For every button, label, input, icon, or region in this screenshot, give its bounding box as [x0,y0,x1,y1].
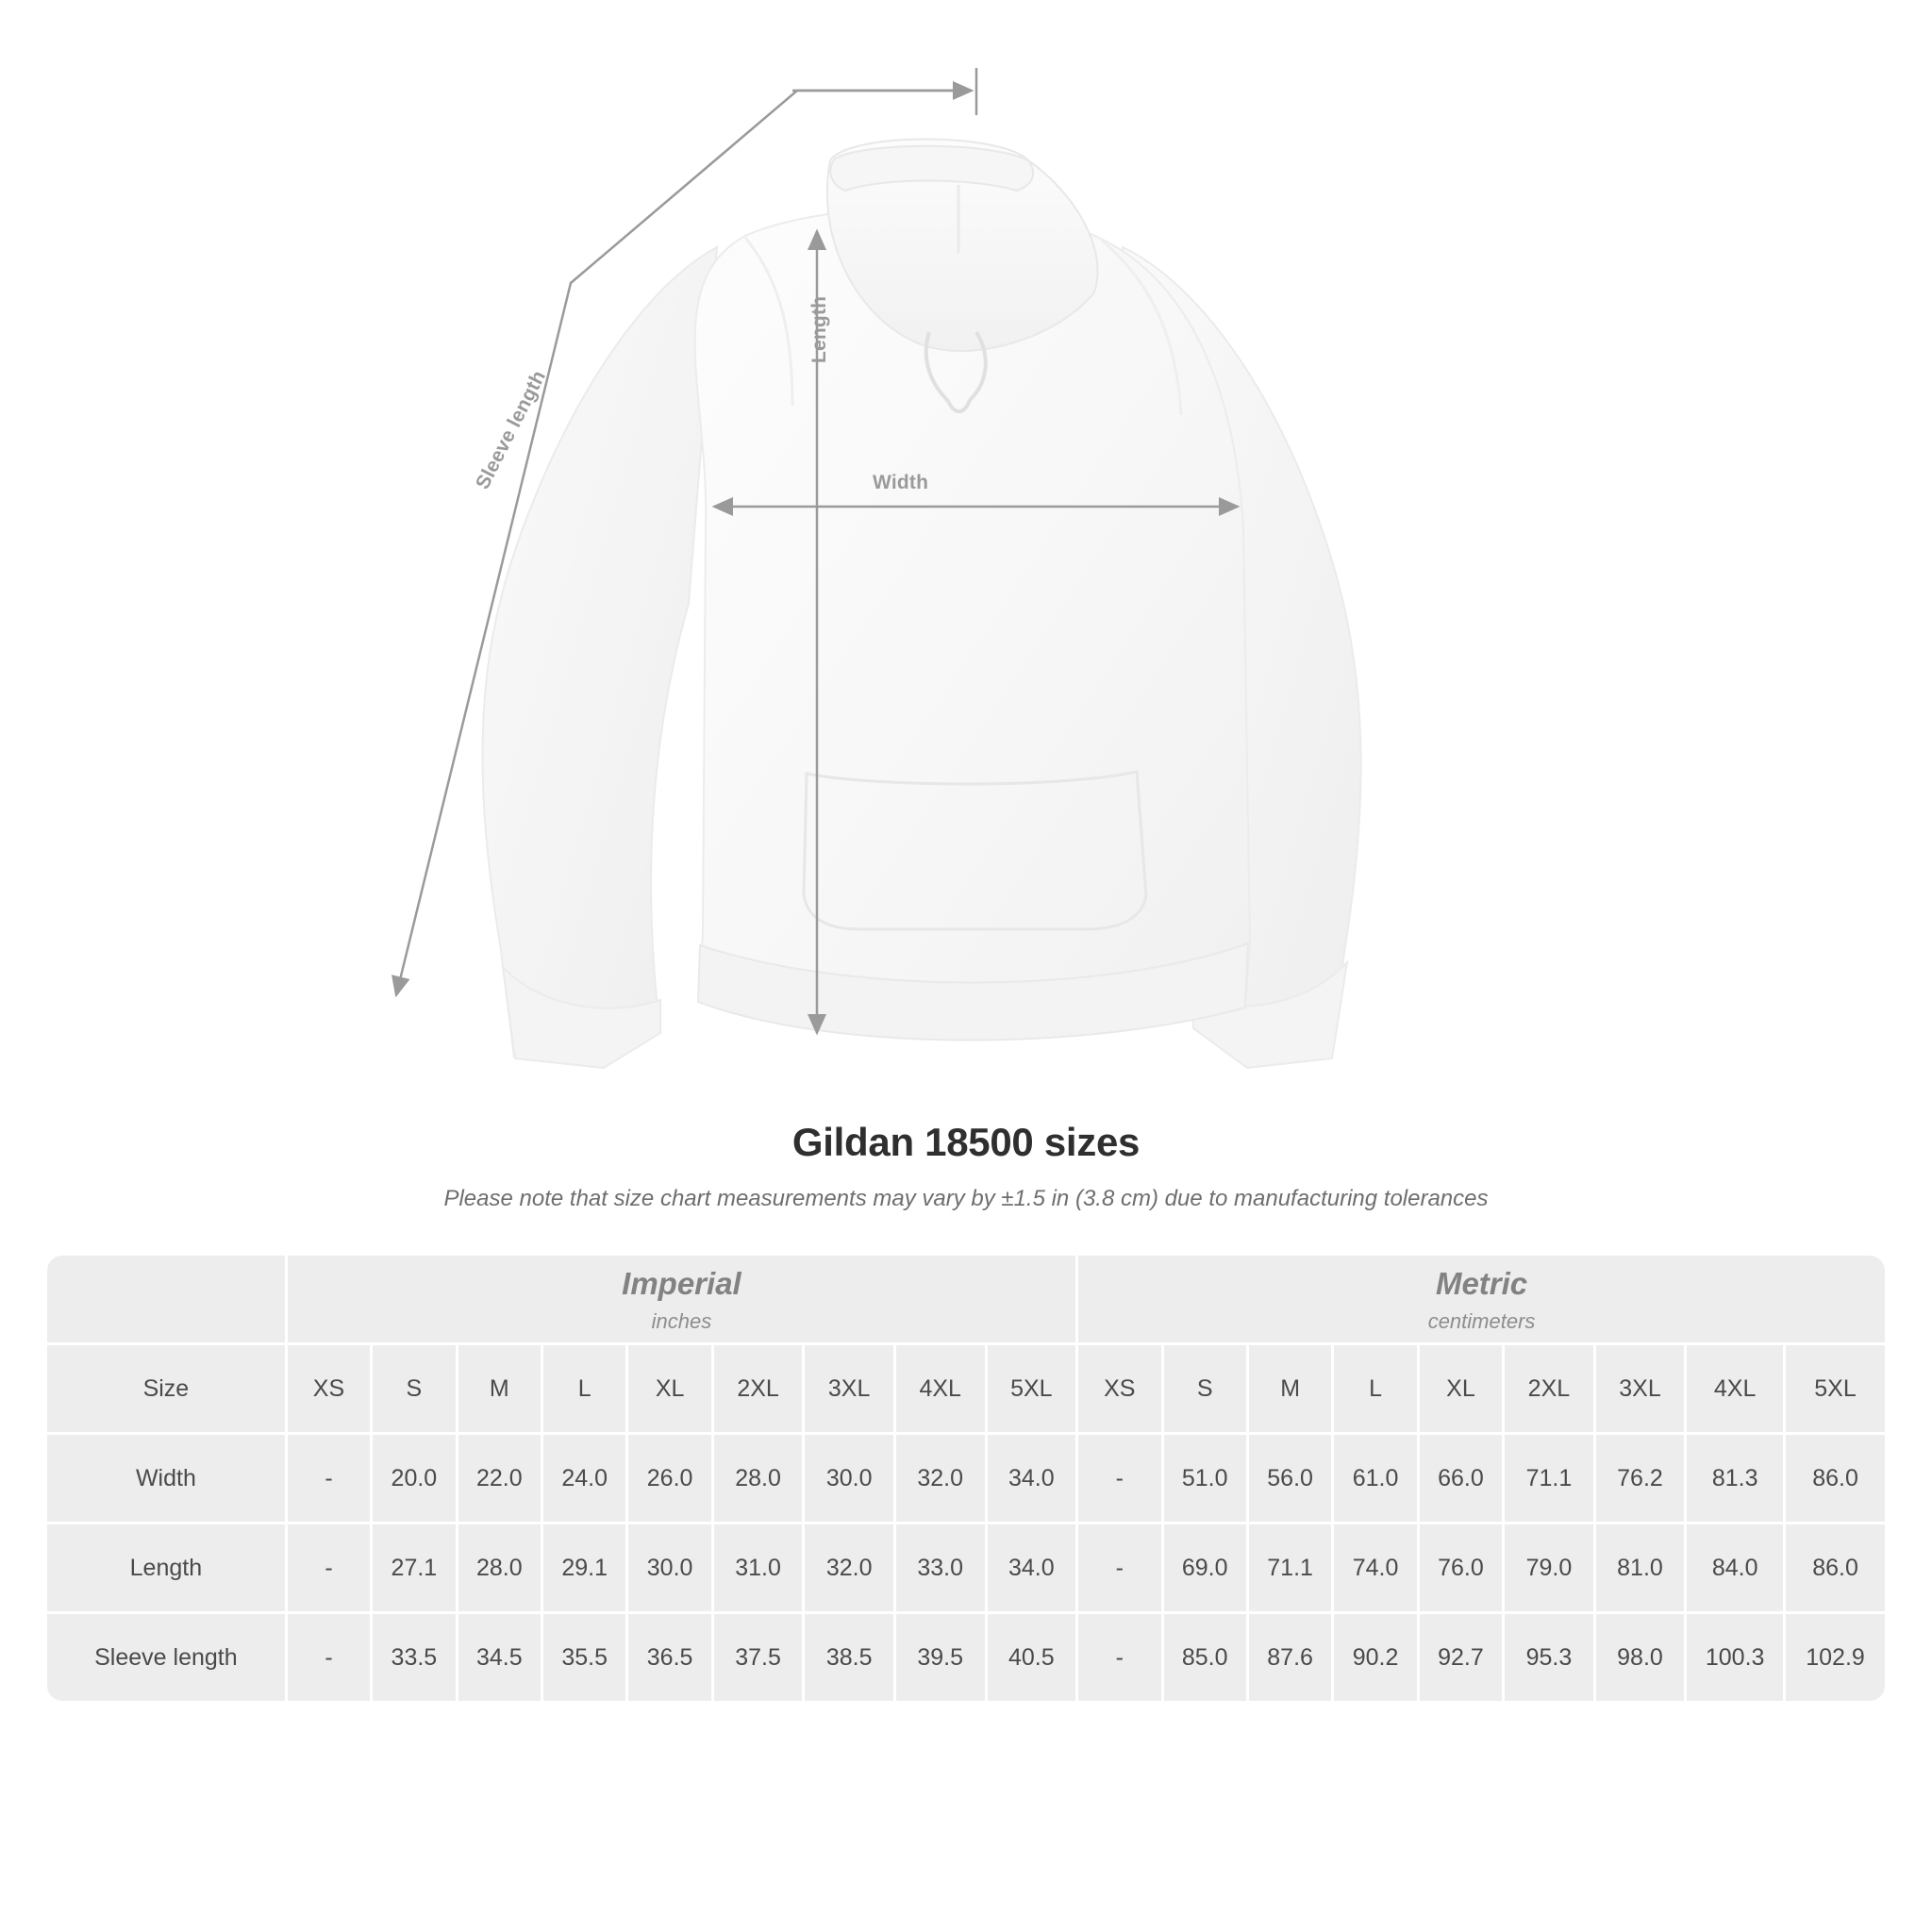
header-metric-5xl: 5XL [1786,1345,1885,1435]
unit-imperial-name: Imperial [622,1266,741,1302]
header-size: Size [47,1345,288,1435]
cell-width-metric-3xl: 76.2 [1596,1435,1688,1524]
cell-width-imperial-xs: - [288,1435,373,1524]
cell-sleeve-imperial-m: 34.5 [458,1614,543,1701]
size-table [47,1256,1885,1701]
cell-width-metric-m: 56.0 [1249,1435,1334,1524]
table-row [47,1524,1885,1614]
hoodie-graphic [482,140,1360,1069]
cell-length-imperial-l: 29.1 [543,1524,628,1614]
cell-sleeve-metric-xl: 92.7 [1420,1614,1505,1701]
header-imperial-2xl: 2XL [714,1345,806,1435]
page-title: Gildan 18500 sizes [791,1120,1141,1164]
unit-imperial [288,1256,1078,1345]
table-row [47,1435,1885,1524]
cell-sleeve-metric-5xl: 102.9 [1786,1614,1885,1701]
cell-width-metric-xl: 66.0 [1420,1435,1505,1524]
cell-sleeve-imperial-xs: - [288,1614,373,1701]
cell-width-metric-2xl: 71.1 [1505,1435,1596,1524]
page-subtitle: Please note that size chart measurements may vary by ±1.5 in (3.8 cm) due to manufacturing tolerances [443,1186,1489,1211]
cell-length-metric-m: 71.1 [1249,1524,1334,1614]
header-imperial-xs: XS [288,1345,373,1435]
label-width: Width [873,472,929,493]
cell-length-metric-xs: - [1078,1524,1163,1614]
label-sleeve-length: Sleeve length [472,367,551,493]
header-imperial-5xl: 5XL [988,1345,1079,1435]
cell-sleeve-imperial-5xl: 40.5 [988,1614,1079,1701]
cell-width-imperial-5xl: 34.0 [988,1435,1079,1524]
cell-sleeve-metric-xs: - [1078,1614,1163,1701]
header-imperial-l: L [543,1345,628,1435]
cell-sleeve-metric-4xl: 100.3 [1687,1614,1786,1701]
cell-length-imperial-4xl: 33.0 [896,1524,988,1614]
cell-width-imperial-4xl: 32.0 [896,1435,988,1524]
unit-metric-sub: centimeters [1427,1308,1536,1333]
cell-length-metric-5xl: 86.0 [1786,1524,1885,1614]
table-row [47,1614,1885,1701]
row-label-length: Length [47,1524,288,1614]
cell-width-imperial-s: 20.0 [373,1435,458,1524]
row-label-width: Width [47,1435,288,1524]
header-imperial-xl: XL [628,1345,713,1435]
cell-sleeve-metric-s: 85.0 [1164,1614,1249,1701]
cell-length-metric-l: 74.0 [1334,1524,1419,1614]
label-length: Length [808,295,830,363]
header-imperial-m: M [458,1345,543,1435]
header-metric-3xl: 3XL [1596,1345,1688,1435]
header-imperial-4xl: 4XL [896,1345,988,1435]
cell-length-metric-s: 69.0 [1164,1524,1249,1614]
unit-metric [1078,1256,1885,1345]
header-metric-l: L [1334,1345,1419,1435]
header-imperial-s: S [373,1345,458,1435]
cell-width-metric-l: 61.0 [1334,1435,1419,1524]
cell-sleeve-imperial-3xl: 38.5 [805,1614,896,1701]
cell-sleeve-metric-m: 87.6 [1249,1614,1334,1701]
cell-length-imperial-m: 28.0 [458,1524,543,1614]
cell-width-metric-4xl: 81.3 [1687,1435,1786,1524]
cell-sleeve-imperial-2xl: 37.5 [714,1614,806,1701]
cell-width-imperial-m: 22.0 [458,1435,543,1524]
cell-length-imperial-3xl: 32.0 [805,1524,896,1614]
header-metric-4xl: 4XL [1687,1345,1786,1435]
cell-sleeve-metric-3xl: 98.0 [1596,1614,1688,1701]
cell-length-metric-3xl: 81.0 [1596,1524,1688,1614]
cell-width-imperial-2xl: 28.0 [714,1435,806,1524]
cell-length-imperial-2xl: 31.0 [714,1524,806,1614]
unit-metric-name: Metric [1435,1266,1528,1302]
cell-length-metric-2xl: 79.0 [1505,1524,1596,1614]
cell-length-metric-4xl: 84.0 [1687,1524,1786,1614]
header-metric-2xl: 2XL [1505,1345,1596,1435]
title-block [0,1120,1932,1212]
cell-length-imperial-xs: - [288,1524,373,1614]
cell-length-imperial-5xl: 34.0 [988,1524,1079,1614]
header-metric-m: M [1249,1345,1334,1435]
cell-sleeve-imperial-xl: 36.5 [628,1614,713,1701]
cell-width-imperial-3xl: 30.0 [805,1435,896,1524]
size-table-wrap [47,1256,1885,1701]
cell-width-imperial-xl: 26.0 [628,1435,713,1524]
cell-width-metric-s: 51.0 [1164,1435,1249,1524]
cell-sleeve-imperial-l: 35.5 [543,1614,628,1701]
size-header-row [47,1345,1885,1435]
header-imperial-3xl: 3XL [805,1345,896,1435]
cell-length-imperial-s: 27.1 [373,1524,458,1614]
unit-header-row [47,1256,1885,1345]
row-label-sleeve-length: Sleeve length [47,1614,288,1701]
table-corner [47,1256,288,1345]
header-metric-s: S [1164,1345,1249,1435]
cell-sleeve-imperial-s: 33.5 [373,1614,458,1701]
cell-width-metric-5xl: 86.0 [1786,1435,1885,1524]
cell-length-metric-xl: 76.0 [1420,1524,1505,1614]
unit-imperial-sub: inches [651,1308,712,1333]
header-metric-xl: XL [1420,1345,1505,1435]
cell-sleeve-metric-2xl: 95.3 [1505,1614,1596,1701]
cell-length-imperial-xl: 30.0 [628,1524,713,1614]
cell-sleeve-imperial-4xl: 39.5 [896,1614,988,1701]
cell-sleeve-metric-l: 90.2 [1334,1614,1419,1701]
header-metric-xs: XS [1078,1345,1163,1435]
cell-width-metric-xs: - [1078,1435,1163,1524]
cell-width-imperial-l: 24.0 [543,1435,628,1524]
